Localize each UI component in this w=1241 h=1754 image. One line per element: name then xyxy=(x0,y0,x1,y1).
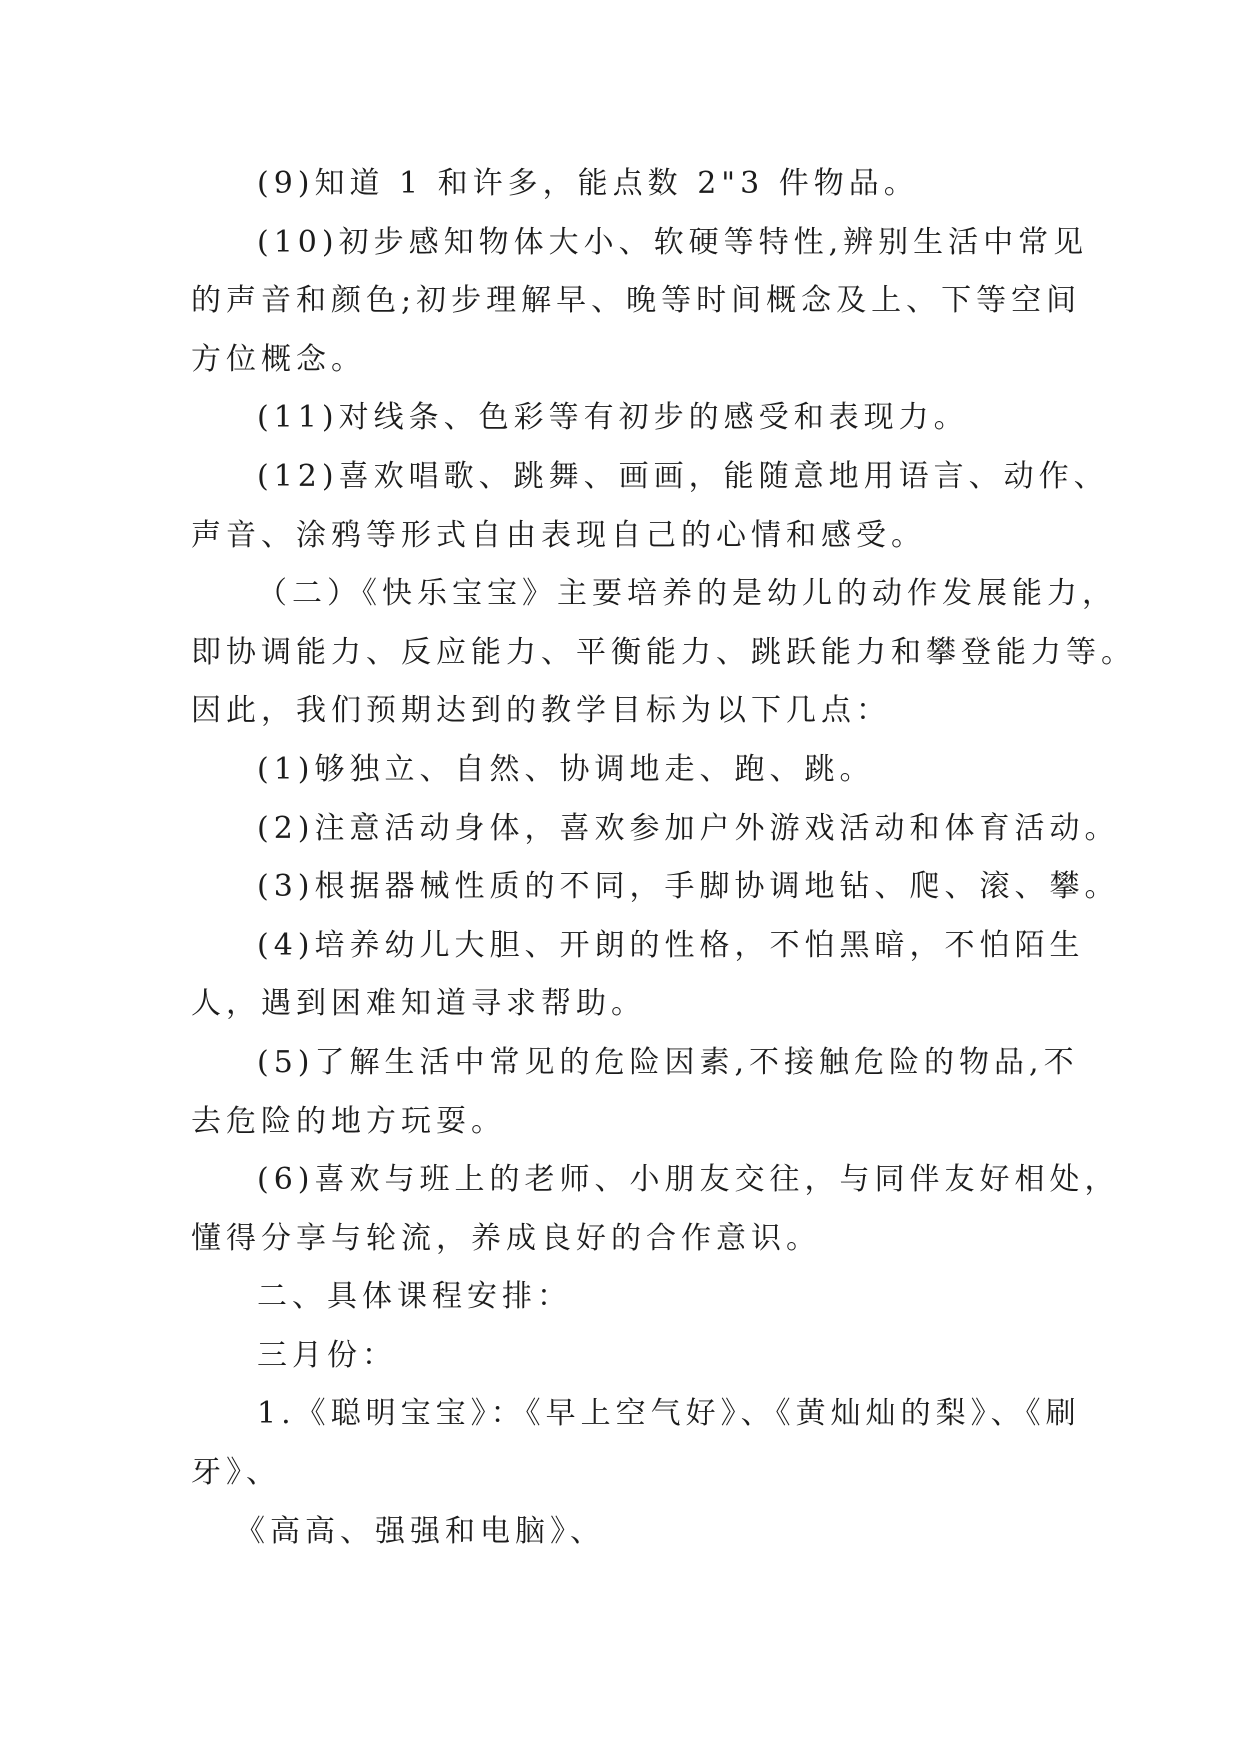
text-line: 的声音和颜色;初步理解早、晚等时间概念及上、下等空间 xyxy=(191,283,1082,319)
text-line: (11)对线条、色彩等有初步的感受和表现力。 xyxy=(257,400,969,436)
text-line: 牙》、 xyxy=(191,1455,281,1491)
text-line: 1.《聪明宝宝》：《早上空气好》、《黄灿灿的梨》、《刷 xyxy=(257,1396,1081,1432)
section-heading: 二、具体课程安排： xyxy=(257,1279,572,1315)
text-line: 因此，我们预期达到的教学目标为以下几点： xyxy=(191,693,891,729)
text-line: 即协调能力、反应能力、平衡能力、跳跃能力和攀登能力等。 xyxy=(191,634,1136,670)
text-line: 声音、涂鸦等形式自由表现自己的心情和感受。 xyxy=(191,517,926,553)
text-line: (10)初步感知物体大小、软硬等特性,辨别生活中常见 xyxy=(257,224,1089,260)
text-line: 懂得分享与轮流，养成良好的合作意识。 xyxy=(191,1220,821,1256)
month-heading: 三月份： xyxy=(257,1337,397,1373)
text-line: (4)培养幼儿大胆、开朗的性格，不怕黑暗，不怕陌生 xyxy=(257,927,1085,963)
text-line: (1)够独立、自然、协调地走、跑、跳。 xyxy=(257,751,875,787)
text-line: 《高高、强强和电脑》、 xyxy=(235,1513,605,1549)
text-line: (6)喜欢与班上的老师、小朋友交往，与同伴友好相处， xyxy=(257,1162,1120,1198)
text-line: (12)喜欢唱歌、跳舞、画画，能随意地用语言、动作、 xyxy=(257,458,1109,494)
text-line: 方位概念。 xyxy=(191,341,366,377)
text-line: (2)注意活动身体，喜欢参加户外游戏活动和体育活动。 xyxy=(257,810,1120,846)
document-body xyxy=(191,155,1136,1561)
text-line: 人，遇到困难知道寻求帮助。 xyxy=(191,986,646,1022)
text-line: （二）《快乐宝宝》主要培养的是幼儿的动作发展能力， xyxy=(257,576,1117,612)
text-line: (3)根据器械性质的不同，手脚协调地钻、爬、滚、攀。 xyxy=(257,869,1120,905)
text-line: (9)知道 1 和许多，能点数 2"3 件物品。 xyxy=(257,166,919,201)
text-line: (5)了解生活中常见的危险因素,不接触危险的物品,不 xyxy=(257,1044,1079,1080)
text-line: 去危险的地方玩耍。 xyxy=(191,1103,506,1139)
